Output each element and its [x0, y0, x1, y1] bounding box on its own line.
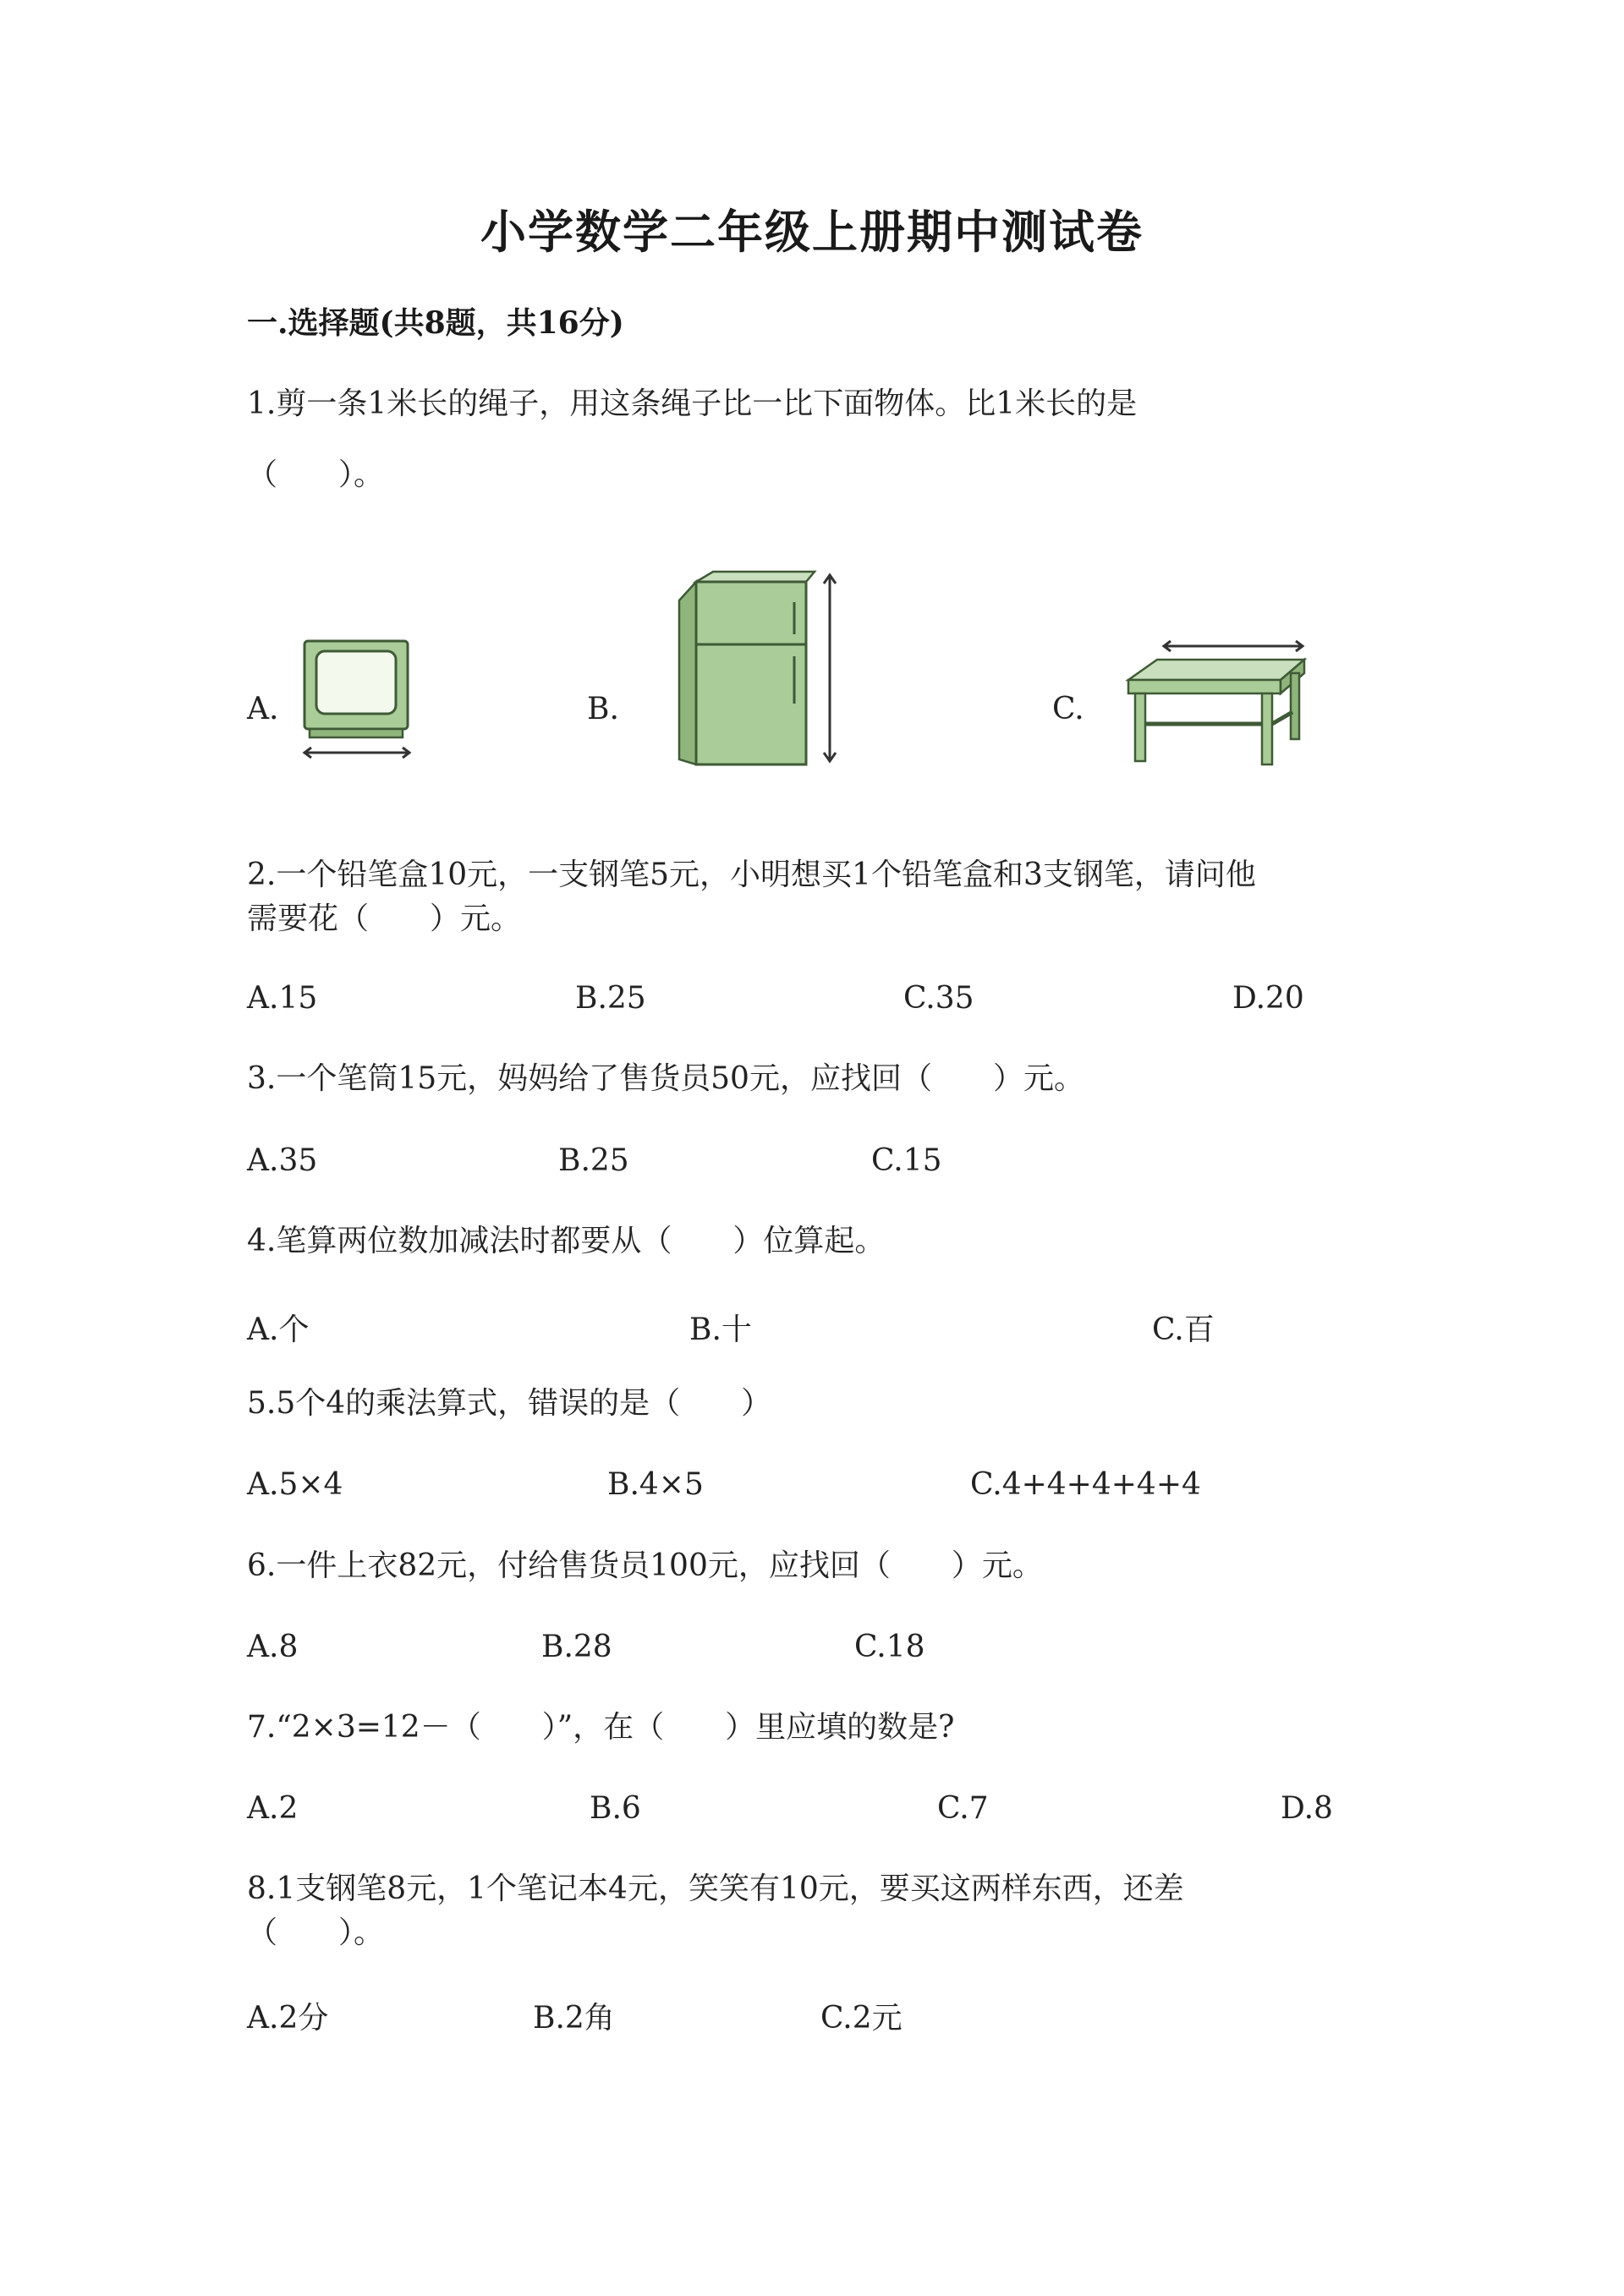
- q7-option-a[interactable]: A.2: [247, 1791, 299, 1826]
- q8-option-b[interactable]: B.2角: [533, 2001, 615, 2036]
- question-8-text-cont: （ ）。: [247, 1915, 385, 1950]
- question-4-text: 4.笔算两位数加减法时都要从（ ）位算起。: [247, 1224, 886, 1258]
- q4-option-b[interactable]: B.十: [689, 1312, 752, 1347]
- q2-option-c[interactable]: C.35: [903, 981, 974, 1016]
- q2-option-d[interactable]: D.20: [1232, 981, 1304, 1016]
- question-3-text: 3.一个笔筒15元，妈妈给了售货员50元，应找回（ ）元。: [247, 1061, 1084, 1096]
- q3-option-b[interactable]: B.25: [558, 1143, 629, 1178]
- q7-option-b[interactable]: B.6: [590, 1791, 641, 1826]
- page-title: 小学数学二年级上册期中测试卷: [480, 205, 1144, 259]
- question-6-text: 6.一件上衣82元，付给售货员100元，应找回（ ）元。: [247, 1548, 1043, 1583]
- question-2-text: 2.一个铅笔盒10元，一支钢笔5元，小明想买1个铅笔盒和3支钢笔，请问他: [247, 858, 1256, 892]
- table-icon: [1123, 636, 1309, 771]
- q5-option-c[interactable]: C.4+4+4+4+4: [970, 1467, 1201, 1502]
- q3-option-c[interactable]: C.15: [871, 1143, 942, 1178]
- q2-option-b[interactable]: B.25: [575, 981, 646, 1016]
- q5-option-a[interactable]: A.5×4: [247, 1467, 343, 1502]
- question-5-text: 5.5个4的乘法算式，错误的是（ ）: [247, 1386, 772, 1421]
- section-heading: 一.选择题(共8题，共16分): [247, 305, 624, 341]
- q1-option-b[interactable]: B.: [587, 692, 619, 726]
- refrigerator-icon: [671, 568, 848, 771]
- question-8-text: 8.1支钢笔8元，1个笔记本4元，笑笑有10元，要买这两样东西，还差: [247, 1871, 1184, 1906]
- question-2-text-cont: 需要花（ ）元。: [247, 901, 522, 936]
- q8-option-c[interactable]: C.2元: [820, 2001, 903, 2036]
- question-1-text: 1.剪一条1米长的绳子，用这条绳子比一比下面物体。比1米长的是: [247, 386, 1138, 421]
- q4-option-a[interactable]: A.个: [247, 1312, 310, 1347]
- q4-option-c[interactable]: C.百: [1152, 1312, 1215, 1347]
- q6-option-a[interactable]: A.8: [247, 1630, 299, 1664]
- q6-option-b[interactable]: B.28: [541, 1630, 612, 1664]
- q7-option-c[interactable]: C.7: [937, 1791, 989, 1826]
- television-icon: [298, 636, 416, 763]
- q5-option-b[interactable]: B.4×5: [607, 1467, 704, 1502]
- q3-option-a[interactable]: A.35: [247, 1143, 318, 1178]
- question-7-text: 7.“2×3=12－（ ）”，在（ ）里应填的数是?: [247, 1710, 955, 1745]
- q7-option-d[interactable]: D.8: [1281, 1791, 1333, 1826]
- q1-option-c[interactable]: C.: [1052, 692, 1084, 726]
- question-1-text-cont: （ ）。: [247, 458, 385, 492]
- q2-option-a[interactable]: A.15: [247, 981, 318, 1016]
- q1-option-a[interactable]: A.: [247, 692, 279, 726]
- q8-option-a[interactable]: A.2分: [247, 2001, 329, 2036]
- q6-option-c[interactable]: C.18: [854, 1630, 925, 1664]
